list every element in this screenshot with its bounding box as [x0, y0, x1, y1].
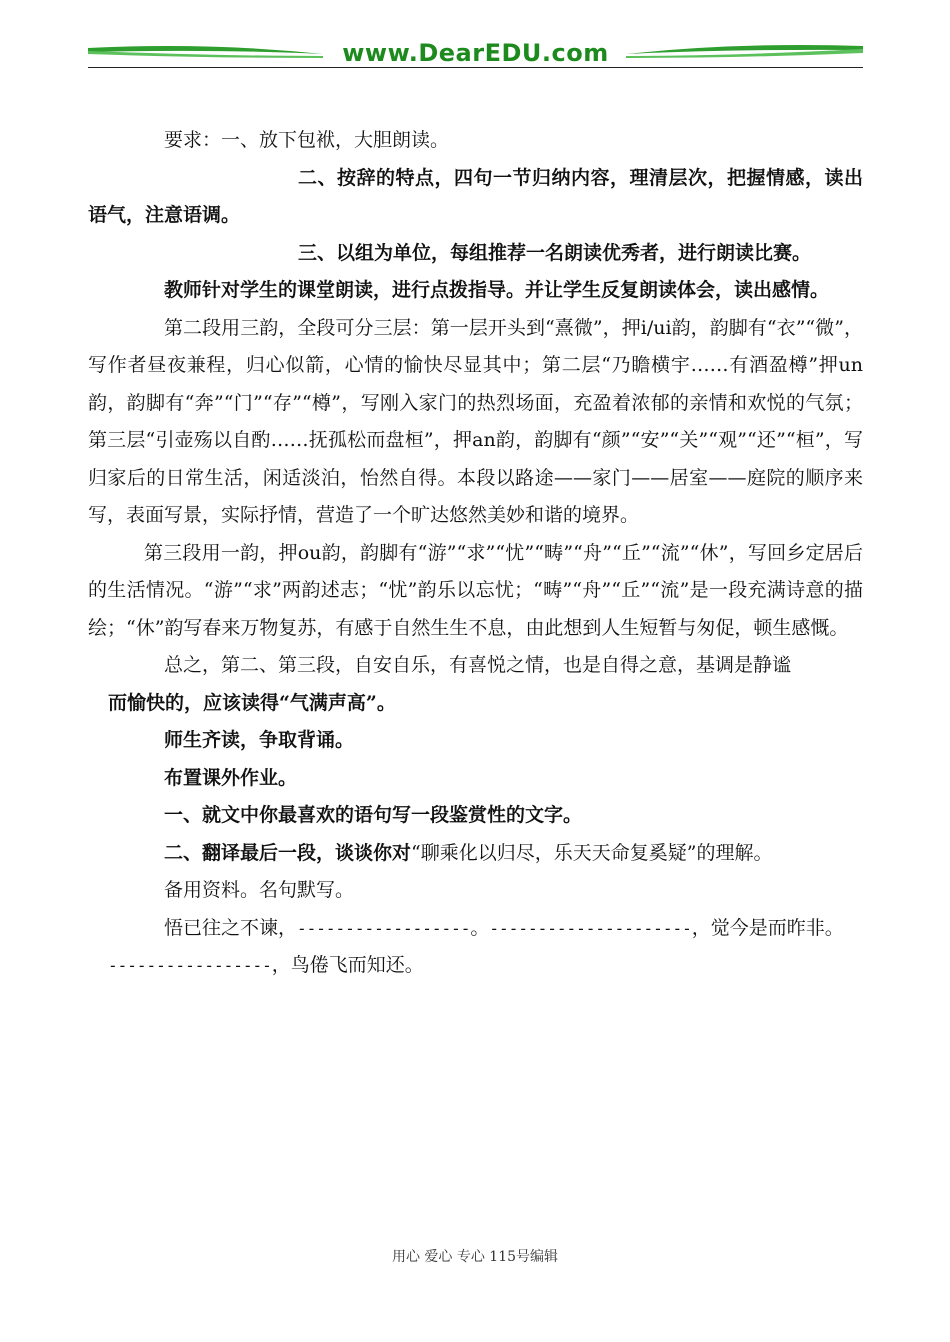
dictation-blank-3: ----------------- — [108, 956, 272, 975]
backup-material: 备用资料。名句默写。 — [164, 879, 355, 901]
homework-item-2 — [88, 835, 863, 873]
site-logo: www.DearEDU.com — [342, 39, 609, 67]
dictation-1-mid: 。 — [470, 916, 490, 939]
dictation-1-start: 悟已往之不谏， — [164, 916, 298, 939]
requirement-1: 要求：一、放下包袱，大胆朗读。 — [164, 129, 450, 151]
homework-item-2-lead: 二、翻译最后一段，谈谈你对 — [164, 841, 412, 864]
homework-heading: 布置课外作业。 — [164, 766, 298, 789]
paragraph-two-analysis: 第二段用三韵，全段可分三层：第一层开头到“熹微”，押i/ui韵，韵脚有“衣”“微”，写作者昼夜兼程，归心似箭，心情的愉快尽显其中；第二层“乃瞻横宇……有酒盈樽”押un韵，韵脚有“奔”“门”“存”“樽”，写刚入家门的热烈场面，充盈着浓郁的亲情和欢悦的气氛；第三层“引壶殇以自酌……抚孤松而盘桓”，押an韵，韵脚有“颜”“安”“关”“观”“还”“桓”，写归家后的日常生活，闲适淡泊，怡然自得。本段以路途——家门——居室——庭院的顺序来写，表面写景，实际抒情，营造了一个旷达悠然美妙和谐的境界。 — [88, 316, 863, 526]
paragraph-three-analysis: 第三段用一韵，押ou韵，韵脚有“游”“求”“忧”“畴”“舟”“丘”“流”“休”，写回乡定居后的生活情况。“游”“求”两韵述志；“忧”韵乐以忘忧；“畴”“舟”“丘”“流”是一段充满诗意的描绘；“休”韵写春来万物复苏，有感于自然生生不息，由此想到人生短暂与匆促，顿生感慨。 — [88, 541, 863, 639]
requirement-2: 二、按辞的特点，四句一节归纳内容，理清层次，把握情感，读出语气，注意语调。 — [88, 166, 863, 226]
dictation-blank-1: ------------------ — [297, 918, 471, 938]
summary-line-1: 总之，第二、第三段，自安自乐，有喜悦之情，也是自得之意，基调是静谧 — [164, 654, 792, 676]
recite-instruction: 师生齐读，争取背诵。 — [164, 729, 355, 751]
requirement-3: 三、以组为单位，每组推荐一名朗读优秀者，进行朗读比赛。 — [298, 241, 812, 264]
teacher-guidance: 教师针对学生的课堂朗读，进行点拨指导。并让学生反复朗读体会，读出感情。 — [164, 279, 830, 301]
homework-item-1: 一、就文中你最喜欢的语句写一段鉴赏性的文字。 — [164, 804, 583, 826]
dictation-blank-2: --------------------- — [489, 918, 692, 938]
document-body — [88, 122, 863, 985]
dictation-line-2 — [88, 947, 863, 985]
dictation-1-end: ，觉今是而昨非。 — [691, 916, 844, 939]
header-divider — [88, 67, 863, 68]
homework-item-2-quote: “聊乘化以归尽，乐天天命复奚疑”的理解。 — [411, 841, 773, 864]
page-footer: 用心 爱心 专心 115号编辑 — [391, 1249, 559, 1265]
dictation-line-1 — [88, 910, 863, 948]
dictation-2-end: ，鸟倦飞而知还。 — [271, 954, 424, 976]
summary-line-2: 而愉快的，应该读得“气满声高”。 — [108, 691, 396, 714]
